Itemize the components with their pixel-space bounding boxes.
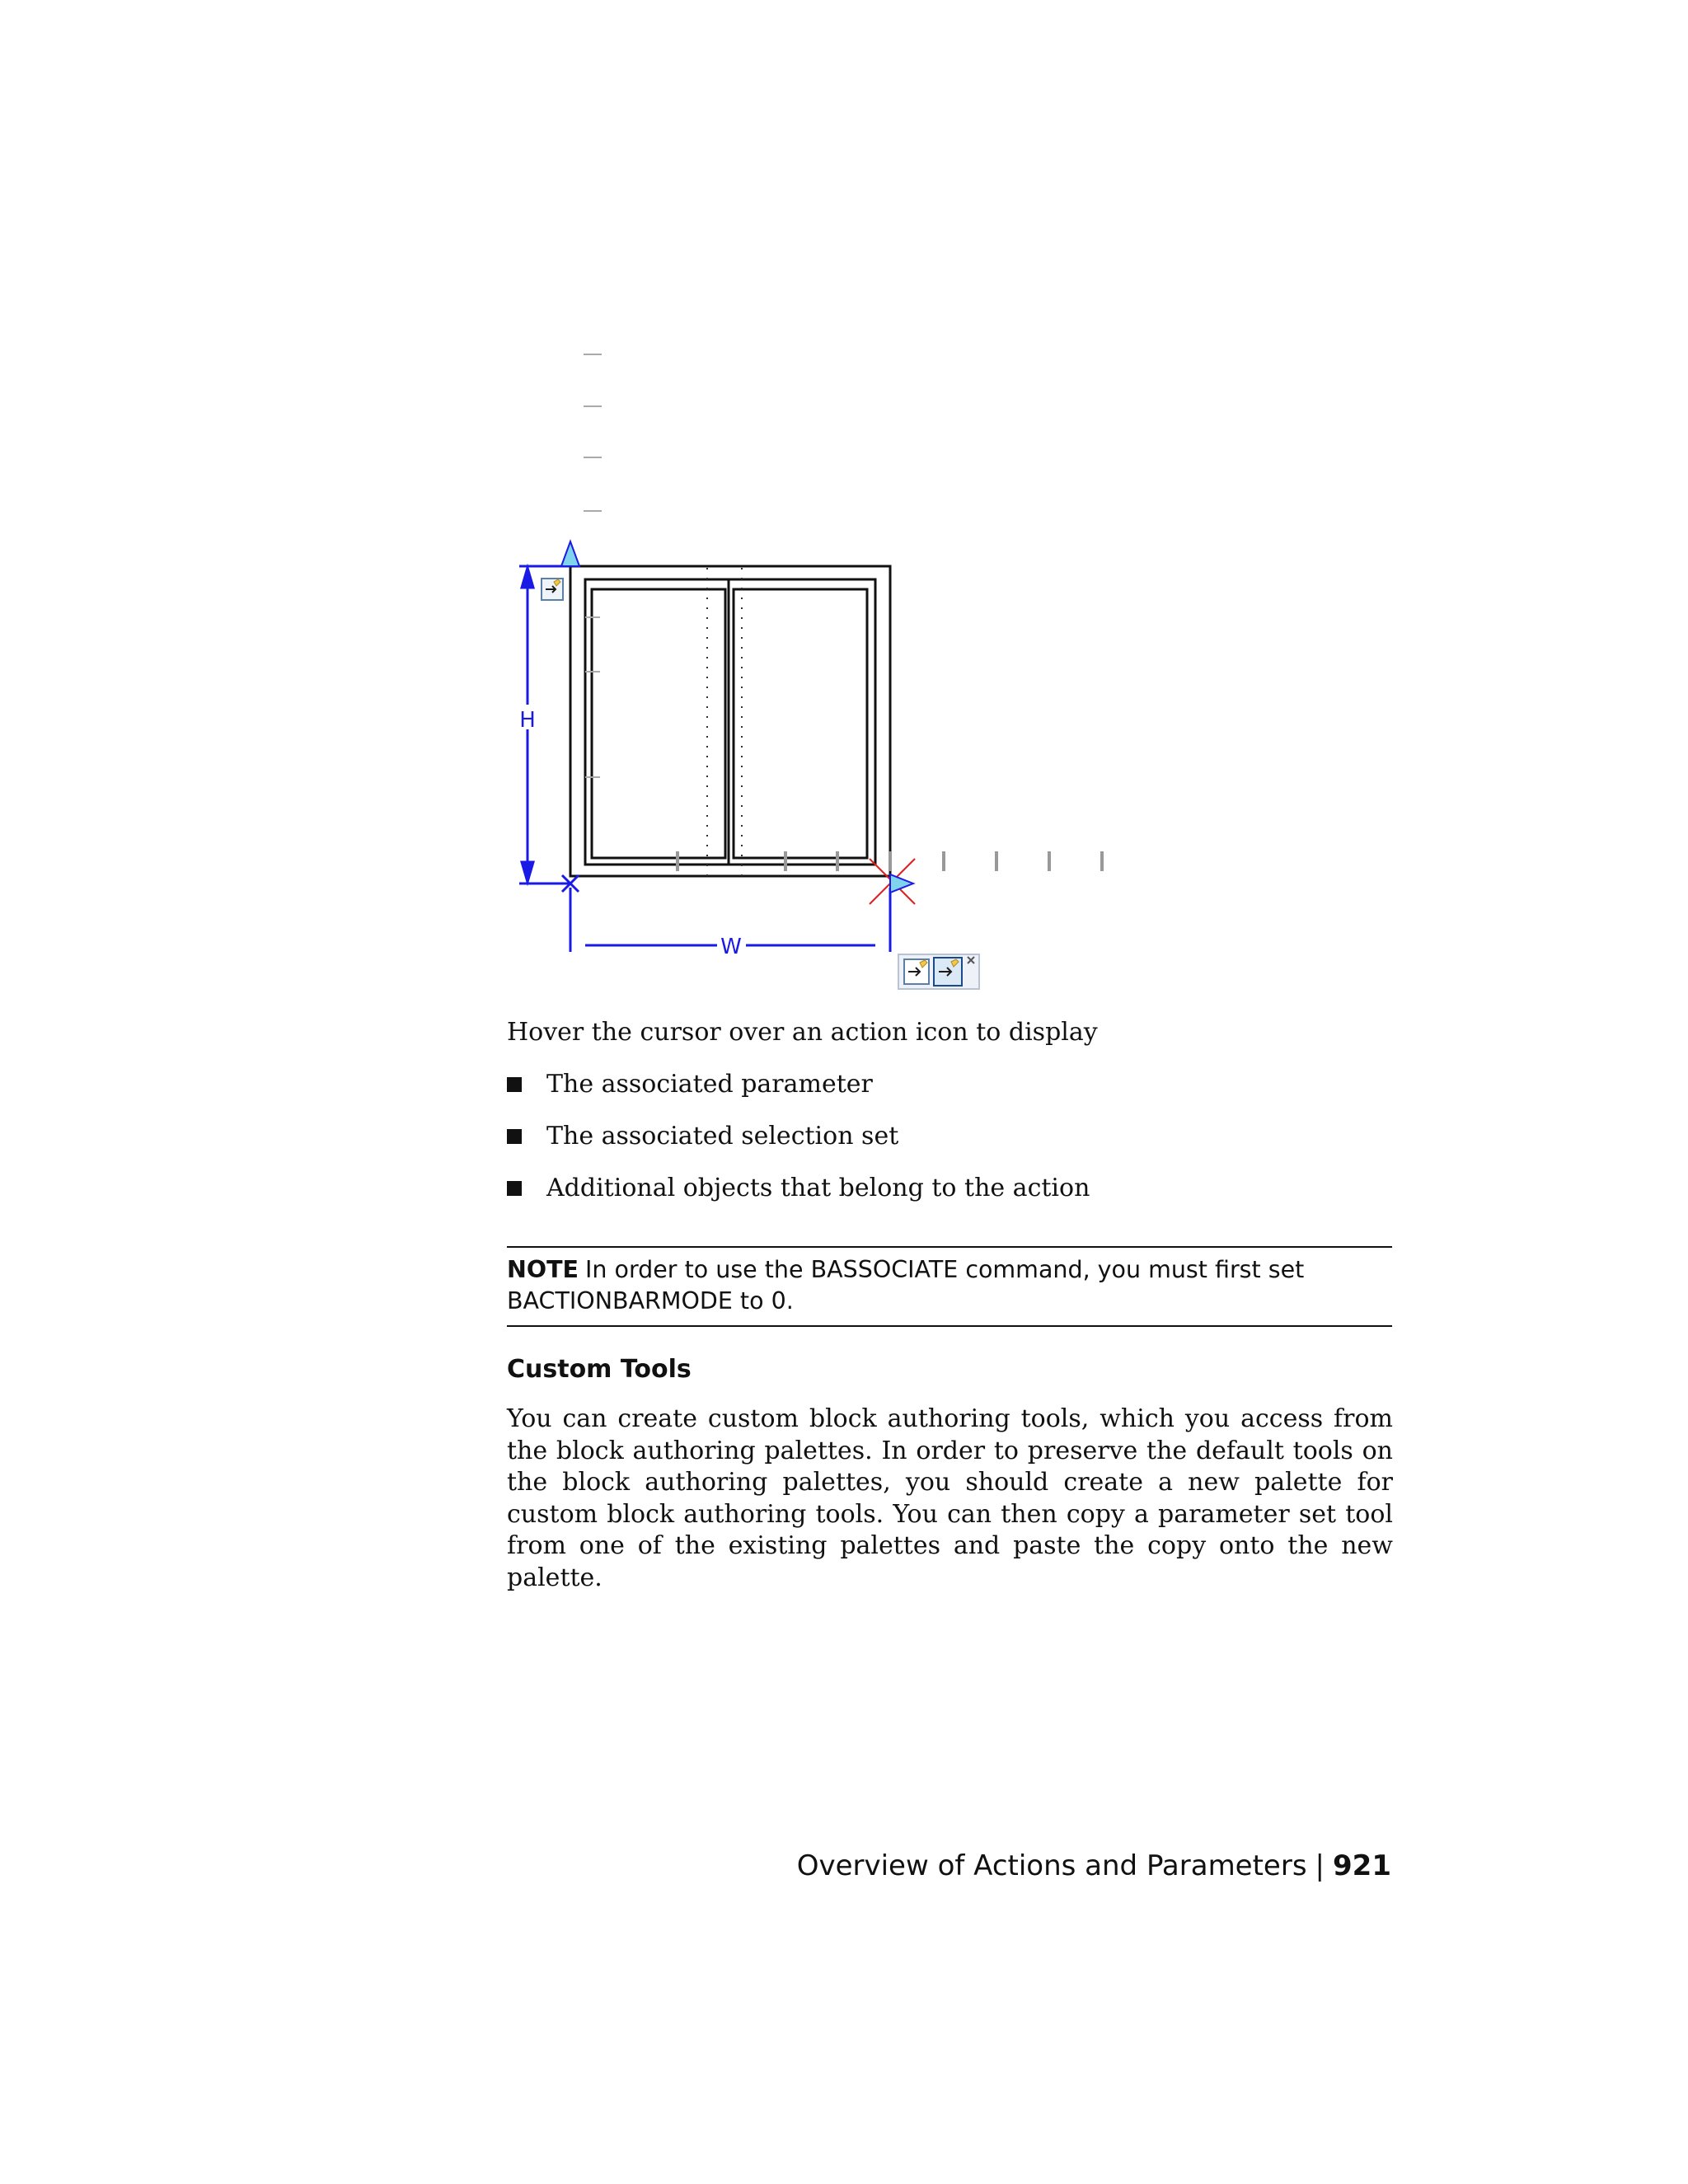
- stretch-action-icon[interactable]: [542, 579, 563, 600]
- list-item-text: The associated selection set: [546, 1122, 899, 1151]
- page-footer: [797, 1849, 1391, 1882]
- section-heading: Custom Tools: [507, 1355, 692, 1384]
- list-item-text: The associated parameter: [546, 1070, 873, 1099]
- intro-text: Hover the cursor over an action icon to display: [507, 1018, 1098, 1047]
- block-editor-figure: [495, 326, 1121, 1001]
- list-item: [507, 1069, 1393, 1121]
- bullet-square-icon: [507, 1129, 522, 1144]
- bullet-square-icon: [507, 1077, 522, 1092]
- bullet-square-icon: [507, 1181, 522, 1196]
- height-label: H: [519, 708, 536, 733]
- note-text: In order to use the BASSOCIATE command, you must first set BACTIONBARMODE to 0.: [507, 1256, 1305, 1315]
- list-item-text: Additional objects that belong to the action: [546, 1174, 1090, 1202]
- bullet-list: [507, 1069, 1393, 1225]
- width-label: W: [720, 935, 742, 959]
- footer-title: Overview of Actions and Parameters: [796, 1849, 1307, 1882]
- list-item: [507, 1121, 1393, 1173]
- window-frame: [570, 566, 890, 876]
- note-label: NOTE: [507, 1256, 579, 1283]
- page-number: 921: [1333, 1849, 1391, 1882]
- stretch-grip-top[interactable]: [561, 541, 579, 566]
- section-paragraph: You can create custom block authoring tools, which you access from the block authoring palettes. In order to preserve the default tools on the block authoring palettes, you should create a new palette for custom block authoring tools. You can then copy a parameter set tool from one of the existing palettes and paste the copy onto the new palette.: [507, 1404, 1393, 1592]
- tick-marks-bottom: [678, 851, 1102, 871]
- window-block-diagram: [495, 326, 1121, 1001]
- note-box: [507, 1246, 1392, 1327]
- action-bar-stretch-icon[interactable]: [904, 959, 929, 984]
- action-bar[interactable]: [898, 954, 979, 989]
- action-bar-stretch-icon-2[interactable]: [934, 958, 962, 986]
- footer-separator: |: [1315, 1849, 1325, 1882]
- list-item: [507, 1173, 1393, 1225]
- tick-marks-top: [584, 354, 602, 511]
